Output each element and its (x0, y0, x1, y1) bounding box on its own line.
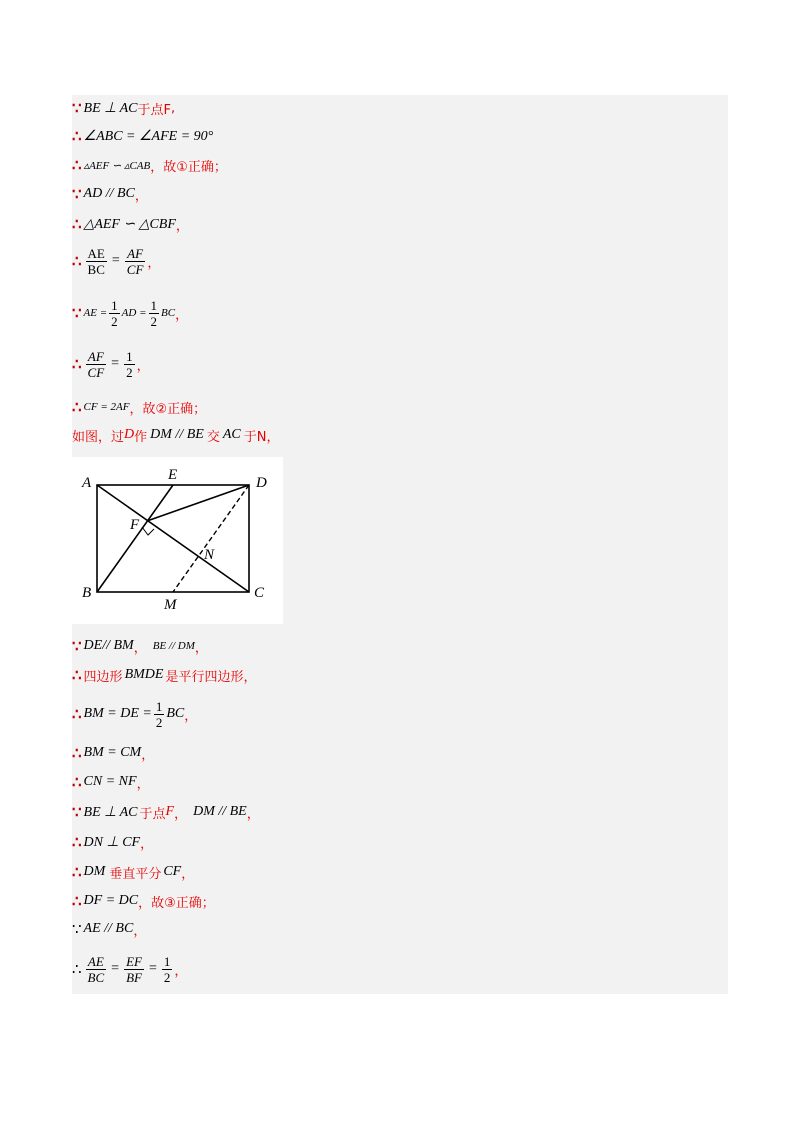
fraction: $\frac{EF}{BF}$ (126, 953, 142, 985)
geometry-figure (72, 457, 283, 624)
because-symbol: ∵ (72, 804, 82, 821)
segment-dm-dashed (173, 485, 249, 592)
step-4: ∵ AD // BC ， (72, 186, 148, 204)
segment-fd (147, 485, 249, 521)
fraction: $\frac{1}{2}$ (126, 348, 133, 380)
step-20: ∵ AE // BC ， (72, 921, 147, 939)
step-3: ∴ ▵AEF ∽ ▵CAB ，故①正确； (72, 157, 227, 175)
therefore-symbol: ∴ (72, 253, 82, 270)
diagonal-ac (97, 485, 249, 592)
label-a: A (82, 475, 92, 491)
therefore-symbol: ∴ (72, 667, 82, 684)
step-2: ∴ ∠ABC = ∠AFE = 90° (72, 128, 214, 145)
step-1: ∵ BE ⊥ AC 于点F , (72, 100, 176, 118)
label-m: M (164, 597, 177, 613)
step-7: ∵ AE = $\frac{1}{2}$ AD = $\frac{1}{2}$ BC ， (72, 297, 189, 329)
therefore-symbol: ∴ (72, 893, 82, 910)
geometry-diagram (72, 457, 283, 624)
label-n: N (204, 547, 215, 563)
segment-be (97, 485, 173, 592)
step-5: ∴ △AEF ∽ △CBF ， (72, 216, 189, 234)
fraction: $\frac{1}{2}$ (111, 297, 118, 329)
fraction: $\frac{1}{2}$ (155, 698, 163, 730)
step-16: ∵ BE ⊥ AC 于点 F ， DM // BE ， (72, 804, 260, 822)
solution-block (72, 95, 728, 994)
therefore-symbol: ∴ (72, 216, 82, 233)
step-6: ∴ $\frac{AE}{BC}$ = $\frac{AF}{CF}$ ， (72, 245, 161, 277)
step-10: 如图，过 D 作 DM // BE 交 AC 于N， (72, 427, 280, 445)
therefore-symbol: ∴ (72, 961, 82, 978)
therefore-symbol: ∴ (72, 774, 82, 791)
step-17: ∴ DN ⊥ CF ， (72, 834, 154, 852)
therefore-symbol: ∴ (72, 706, 82, 723)
right-angle-mark (142, 527, 154, 535)
because-symbol: ∵ (72, 100, 82, 117)
step-14: ∴ BM = CM ， (72, 745, 155, 763)
therefore-symbol: ∴ (72, 356, 82, 373)
fraction: $\frac{AE}{BC}$ (87, 953, 105, 985)
fraction: $\frac{AF}{CF}$ (87, 348, 105, 380)
fraction: $\frac{AE}{BC}$ (87, 245, 105, 277)
label-e: E (168, 467, 178, 483)
step-8: ∴ $\frac{AF}{CF}$ = $\frac{1}{2}$ ， (72, 348, 150, 380)
therefore-symbol: ∴ (72, 157, 82, 174)
step-9: ∴ CF = 2AF ，故②正确； (72, 399, 207, 417)
label-b: B (82, 585, 92, 601)
step-12: ∴ 四边形 BMDE 是平行四边形， (72, 667, 257, 685)
fraction: $\frac{1}{2}$ (163, 953, 171, 985)
label-f: F (130, 517, 140, 533)
because-symbol: ∵ (72, 186, 82, 203)
step-19: ∴ DF = DC ，故③正确； (72, 893, 215, 911)
step-13: ∴ BM = DE = $\frac{1}{2}$ BC ， (72, 698, 198, 730)
because-symbol: ∵ (72, 638, 82, 655)
because-symbol: ∵ (72, 305, 82, 322)
label-c: C (254, 585, 265, 601)
therefore-symbol: ∴ (72, 128, 82, 145)
step-15: ∴ CN = NF ， (72, 774, 150, 792)
fraction: $\frac{AF}{CF}$ (126, 245, 144, 277)
fraction: $\frac{1}{2}$ (150, 297, 158, 329)
therefore-symbol: ∴ (72, 864, 82, 881)
step-21: ∴ $\frac{AE}{BC}$ = $\frac{EF}{BF}$ = $\frac{1}{2}$ ， (72, 953, 188, 985)
step-11: ∵ DE// BM ， BE // DM ， (72, 638, 208, 656)
therefore-symbol: ∴ (72, 745, 82, 762)
step-18: ∴ DM 垂直平分 CF ， (72, 864, 195, 882)
therefore-symbol: ∴ (72, 399, 82, 416)
therefore-symbol: ∴ (72, 834, 82, 851)
label-d: D (256, 475, 267, 491)
because-symbol: ∵ (72, 921, 82, 938)
